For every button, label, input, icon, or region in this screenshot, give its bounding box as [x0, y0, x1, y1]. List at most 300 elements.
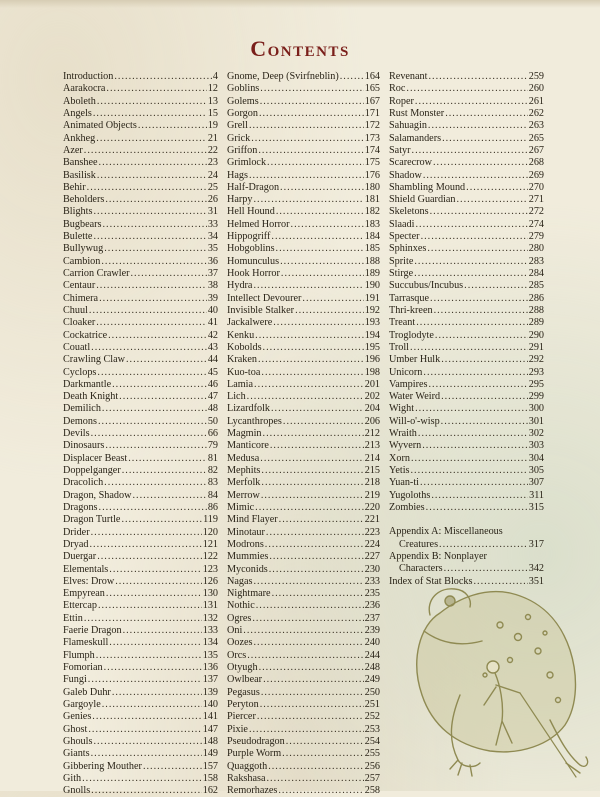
toc-entry[interactable] [227, 71, 380, 83]
toc-entry[interactable] [227, 502, 380, 514]
toc-entry[interactable] [389, 490, 544, 502]
toc-entry[interactable] [389, 317, 544, 329]
toc-entry-name: Salamanders [389, 132, 442, 144]
toc-entry-name: Intellect Devourer [227, 292, 302, 304]
dot-leader [260, 699, 364, 711]
toc-entry-name: Carrion Crawler [63, 268, 130, 279]
toc-entry-name: Index of Stat Blocks [389, 575, 473, 587]
toc-entry[interactable] [389, 465, 544, 477]
toc-entry[interactable] [389, 182, 544, 194]
toc-entry[interactable] [63, 182, 218, 194]
toc-entry[interactable] [389, 403, 544, 415]
toc-entry[interactable] [63, 637, 218, 649]
toc-entry-page: 288 [528, 304, 544, 316]
toc-entry-page: 167 [364, 95, 380, 107]
toc-entry[interactable] [63, 120, 218, 132]
toc-entry[interactable] [227, 613, 380, 625]
toc-entry-page: 262 [528, 107, 544, 119]
toc-entry[interactable] [63, 96, 218, 108]
dot-leader [260, 96, 364, 108]
toc-entry-page: 224 [364, 538, 380, 550]
toc-entry[interactable] [227, 748, 380, 760]
toc-entry-name: Peryton [227, 698, 259, 710]
toc-entry-page: 315 [528, 501, 544, 513]
dot-leader [412, 145, 528, 157]
toc-entry[interactable] [63, 170, 218, 182]
toc-entry-name: Cambion [63, 255, 101, 267]
toc-entry[interactable] [227, 194, 380, 206]
toc-entry-page: 279 [528, 231, 544, 243]
dot-leader [122, 465, 207, 477]
toc-entry-page: 271 [528, 194, 544, 206]
toc-entry[interactable] [227, 699, 380, 711]
dot-leader [434, 305, 528, 317]
toc-entry[interactable] [63, 231, 218, 243]
toc-entry-page: 171 [364, 107, 380, 119]
toc-entry-name: Roc [389, 83, 406, 95]
toc-entry[interactable] [389, 243, 544, 255]
toc-entry[interactable] [389, 83, 544, 95]
dot-leader [283, 416, 364, 428]
toc-entry[interactable] [63, 724, 218, 736]
toc-entry-name: Rust Monster [389, 107, 445, 119]
toc-entry-name: Flameskull [63, 637, 109, 649]
toc-entry[interactable] [227, 465, 380, 477]
dot-leader [406, 83, 527, 95]
toc-entry-name: Cloaker [63, 317, 96, 329]
dot-leader [278, 785, 363, 797]
dot-leader [431, 490, 528, 502]
dot-leader [421, 231, 528, 243]
dot-leader [270, 440, 364, 452]
toc-entry[interactable] [63, 206, 218, 218]
toc-entry-page: 182 [364, 206, 380, 218]
toc-entry-name: Wyvern [389, 440, 422, 452]
toc-entry-name: Umber Hulk [389, 354, 441, 366]
toc-entry-page: 12 [207, 83, 218, 95]
toc-entry[interactable] [63, 416, 218, 428]
toc-entry[interactable] [227, 736, 380, 748]
toc-entry[interactable] [63, 428, 218, 440]
dot-leader [255, 330, 364, 342]
toc-entry-name: Lich [227, 391, 246, 403]
appendix-entry[interactable] [389, 539, 544, 551]
toc-entry[interactable] [389, 108, 544, 120]
toc-entry[interactable] [227, 416, 380, 428]
toc-entry[interactable] [63, 477, 218, 489]
toc-entry[interactable] [63, 625, 218, 637]
toc-entry[interactable] [389, 502, 544, 514]
dot-leader [251, 133, 364, 145]
toc-entry[interactable] [227, 96, 380, 108]
toc-entry[interactable] [227, 514, 380, 526]
dot-leader [441, 416, 528, 428]
toc-entry[interactable] [227, 170, 380, 182]
toc-entry-name: Troll [389, 341, 410, 353]
toc-entry[interactable] [227, 674, 380, 686]
toc-entry[interactable] [227, 145, 380, 157]
toc-entry-page: 286 [528, 292, 544, 304]
toc-entry[interactable] [227, 650, 380, 662]
toc-entry[interactable] [63, 564, 218, 576]
dot-leader [138, 120, 207, 132]
toc-entry-page: 86 [207, 501, 218, 513]
dot-leader [263, 674, 364, 686]
toc-entry[interactable] [63, 662, 218, 674]
toc-entry[interactable] [227, 711, 380, 723]
toc-entry[interactable] [389, 256, 544, 268]
toc-entry-page: 31 [207, 206, 218, 218]
toc-entry[interactable] [227, 687, 380, 699]
toc-entry-page: 48 [207, 403, 218, 415]
dot-leader [96, 317, 207, 329]
toc-entry-page: 342 [528, 563, 544, 575]
toc-entry[interactable] [63, 379, 218, 391]
toc-entry[interactable] [63, 305, 218, 317]
toc-entry-page: 305 [528, 465, 544, 476]
toc-entry[interactable] [389, 342, 544, 354]
toc-entry[interactable] [63, 317, 218, 329]
toc-entry[interactable] [227, 367, 380, 379]
appendix-title[interactable]: Appendix B: Nonplayer [389, 550, 487, 562]
toc-entry-name: Kraken [227, 354, 257, 366]
toc-entry[interactable] [227, 354, 380, 366]
toc-entry-page: 280 [528, 243, 544, 255]
toc-entry-name: Helmed Horror [227, 218, 290, 230]
dot-leader [410, 342, 528, 354]
toc-entry[interactable] [227, 564, 380, 576]
toc-entry[interactable] [227, 724, 380, 736]
dot-leader [97, 96, 207, 108]
toc-entry[interactable] [63, 761, 218, 773]
dot-leader [263, 428, 364, 440]
toc-entry[interactable] [227, 551, 380, 563]
toc-entry[interactable] [227, 440, 380, 452]
toc-entry[interactable] [389, 416, 544, 428]
toc-entry[interactable] [389, 477, 544, 489]
toc-entry[interactable] [63, 465, 218, 477]
toc-entry[interactable] [63, 83, 218, 95]
toc-entry[interactable] [227, 600, 380, 612]
toc-entry[interactable] [389, 133, 544, 145]
toc-entry[interactable] [227, 108, 380, 120]
toc-entry[interactable] [227, 428, 380, 440]
dot-leader [87, 182, 207, 194]
toc-entry[interactable] [227, 625, 380, 637]
toc-entry[interactable] [63, 194, 218, 206]
dot-leader [99, 502, 207, 514]
toc-entry[interactable] [63, 551, 218, 563]
toc-entry-page: 21 [207, 132, 218, 144]
toc-entry[interactable] [63, 391, 218, 403]
toc-entry[interactable] [63, 748, 218, 760]
toc-entry[interactable] [389, 206, 544, 218]
toc-entry[interactable] [227, 268, 380, 280]
toc-entry-page: 219 [364, 489, 380, 501]
toc-entry-name: Gith [63, 772, 82, 784]
toc-entry[interactable] [227, 773, 380, 785]
dot-leader [126, 354, 207, 366]
toc-entry[interactable] [389, 305, 544, 317]
toc-entry-name: Darkmantle [63, 378, 112, 390]
toc-entry-name: Shield Guardian [389, 194, 456, 206]
toc-entry-page: 15 [207, 107, 218, 119]
toc-entry[interactable] [63, 280, 218, 292]
toc-entry-name: Harpy [227, 194, 253, 206]
toc-entry-page: 274 [528, 218, 544, 230]
dot-leader [112, 687, 202, 699]
toc-entry[interactable] [63, 219, 218, 231]
toc-entry[interactable] [63, 502, 218, 514]
toc-entry[interactable] [63, 268, 218, 280]
toc-entry[interactable] [227, 330, 380, 342]
toc-entry[interactable] [227, 157, 380, 169]
toc-entry[interactable] [63, 342, 218, 354]
toc-entry[interactable] [227, 342, 380, 354]
toc-entry[interactable] [63, 600, 218, 612]
toc-entry-page: 183 [364, 218, 380, 230]
toc-entry-name: Ghost [63, 723, 88, 735]
toc-entry[interactable] [227, 490, 380, 502]
toc-entry[interactable] [227, 243, 380, 255]
toc-entry[interactable] [389, 219, 544, 231]
toc-entry[interactable] [63, 71, 218, 83]
toc-entry[interactable] [227, 453, 380, 465]
toc-entry[interactable] [63, 613, 218, 625]
toc-entry[interactable] [389, 268, 544, 280]
toc-entry-name: Characters [399, 563, 443, 575]
appendix-title[interactable]: Appendix A: Miscellaneous [389, 526, 503, 538]
dot-leader [433, 157, 528, 169]
toc-entry[interactable] [63, 403, 218, 415]
toc-entry-name: Owlbear [227, 674, 263, 686]
toc-entry[interactable] [227, 477, 380, 489]
toc-entry[interactable] [227, 206, 380, 218]
toc-entry-name: Dragon Turtle [63, 514, 121, 526]
toc-entry-page: 227 [364, 551, 380, 563]
toc-entry-page: 265 [528, 132, 544, 144]
toc-entry-name: Chuul [63, 304, 88, 316]
toc-entry-name: Purple Worm [227, 748, 282, 760]
toc-entry[interactable] [227, 576, 380, 588]
dot-leader [415, 403, 528, 415]
dot-leader [130, 268, 206, 280]
toc-entry[interactable] [63, 588, 218, 600]
toc-entry-name: Banshee [63, 157, 98, 169]
toc-entry[interactable] [63, 453, 218, 465]
toc-entry[interactable] [227, 293, 380, 305]
toc-entry[interactable] [389, 428, 544, 440]
toc-entry-name: Slaadi [389, 218, 415, 230]
toc-entry[interactable] [63, 243, 218, 255]
toc-entry[interactable] [63, 711, 218, 723]
toc-entry[interactable] [63, 330, 218, 342]
toc-entry[interactable] [389, 194, 544, 206]
toc-entry-page: 289 [528, 317, 544, 329]
dot-leader [442, 133, 528, 145]
toc-entry-page: 201 [364, 378, 380, 390]
dot-leader [82, 773, 202, 785]
toc-entry-name: Bullywug [63, 243, 104, 255]
dot-leader [257, 711, 364, 723]
toc-entry-name: Chimera [63, 292, 99, 304]
dot-leader [249, 170, 364, 182]
toc-entry[interactable] [227, 317, 380, 329]
dot-leader [97, 551, 202, 563]
toc-entry[interactable] [63, 440, 218, 452]
toc-entry-name: Animated Objects [63, 120, 137, 132]
toc-entry[interactable] [227, 539, 380, 551]
dot-leader [266, 527, 364, 539]
toc-entry[interactable] [63, 256, 218, 268]
toc-entry[interactable] [63, 773, 218, 785]
toc-entry[interactable] [389, 453, 544, 465]
toc-entry-name: Stirge [389, 268, 414, 279]
dot-leader [99, 157, 207, 169]
toc-entry[interactable] [389, 145, 544, 157]
toc-entry[interactable] [227, 662, 380, 674]
toc-entry-name: Quaggoth [227, 760, 268, 772]
toc-entry[interactable] [227, 391, 380, 403]
toc-entry[interactable] [227, 219, 380, 231]
toc-entry[interactable] [227, 588, 380, 600]
toc-entry[interactable] [389, 367, 544, 379]
dot-leader [414, 256, 527, 268]
toc-entry-page: 267 [528, 144, 544, 156]
dot-leader [265, 539, 364, 551]
toc-entry-name: Doppelganger [63, 465, 121, 476]
toc-entry-name: Invisible Stalker [227, 304, 295, 316]
toc-entry-page: 252 [364, 711, 380, 723]
toc-entry[interactable] [389, 71, 544, 83]
dot-leader [439, 539, 528, 551]
toc-entry-name: Minotaur [227, 526, 265, 538]
toc-entry[interactable] [227, 379, 380, 391]
dot-leader [102, 699, 202, 711]
toc-entry[interactable] [227, 527, 380, 539]
dot-leader [279, 514, 364, 526]
toc-entry-page: 299 [528, 391, 544, 403]
toc-entry[interactable] [227, 637, 380, 649]
toc-entry[interactable] [63, 650, 218, 662]
dot-leader [445, 108, 528, 120]
toc-entry-name: Wraith [389, 428, 417, 440]
toc-entry-name: Merfolk [227, 477, 261, 489]
toc-entry[interactable] [63, 490, 218, 502]
toc-entry-page: 223 [364, 526, 380, 538]
toc-entry[interactable] [389, 280, 544, 292]
toc-entry-name: Ettin [63, 612, 83, 624]
toc-entry[interactable] [389, 231, 544, 243]
toc-entry[interactable] [63, 367, 218, 379]
toc-entry[interactable] [227, 133, 380, 145]
toc-entry[interactable] [63, 133, 218, 145]
toc-entry[interactable] [227, 120, 380, 132]
toc-entry[interactable] [63, 108, 218, 120]
toc-entry[interactable] [63, 293, 218, 305]
dot-leader [84, 145, 207, 157]
toc-entry[interactable] [63, 527, 218, 539]
dot-leader [108, 330, 207, 342]
toc-entry[interactable] [63, 145, 218, 157]
toc-entry-page: 148 [202, 735, 218, 747]
dot-leader [276, 206, 364, 218]
toc-entry-page: 119 [203, 514, 218, 526]
toc-entry[interactable] [227, 761, 380, 773]
toc-entry-page: 13 [207, 95, 218, 107]
dot-leader [273, 317, 363, 329]
toc-entry[interactable] [227, 231, 380, 243]
toc-entry[interactable] [389, 157, 544, 169]
dot-leader [441, 391, 528, 403]
page-title: Contents [250, 36, 350, 61]
dot-leader [258, 354, 364, 366]
toc-entry[interactable] [63, 514, 218, 526]
toc-entry-page: 120 [202, 526, 218, 538]
toc-entry[interactable] [227, 785, 380, 797]
toc-entry-page: 34 [207, 231, 218, 243]
toc-entry[interactable] [389, 96, 544, 108]
dot-leader [281, 268, 364, 280]
toc-entry[interactable] [389, 391, 544, 403]
dot-leader [96, 650, 202, 662]
toc-entry[interactable] [63, 699, 218, 711]
toc-entry-page: 291 [528, 341, 544, 353]
toc-entry-page: 214 [364, 452, 380, 464]
toc-entry-name: Aboleth [63, 95, 96, 107]
toc-entry-name: Rakshasa [227, 772, 266, 784]
toc-entry[interactable] [63, 539, 218, 551]
toc-entry-name: Yetis [389, 465, 410, 476]
dot-leader [340, 71, 364, 83]
toc-entry-name: Dryad [63, 538, 89, 550]
toc-entry[interactable] [389, 293, 544, 305]
toc-entry-name: Ghouls [63, 735, 93, 747]
toc-entry[interactable] [227, 280, 380, 292]
toc-entry-page: 191 [364, 292, 380, 304]
toc-entry[interactable] [227, 305, 380, 317]
toc-entry-name: Aarakocra [63, 83, 106, 95]
toc-entry-name: Magmin [227, 428, 262, 440]
toc-entry[interactable] [389, 170, 544, 182]
toc-entry[interactable] [63, 785, 218, 797]
toc-entry[interactable] [63, 736, 218, 748]
toc-entry[interactable] [63, 354, 218, 366]
dot-leader [441, 354, 528, 366]
toc-entry[interactable] [389, 379, 544, 391]
toc-entry[interactable] [389, 354, 544, 366]
toc-entry-page: 23 [207, 157, 218, 169]
toc-entry[interactable] [389, 440, 544, 452]
toc-entry[interactable] [389, 330, 544, 342]
toc-entry[interactable] [63, 687, 218, 699]
dot-leader [271, 231, 363, 243]
toc-entry-name: Angels [63, 107, 92, 119]
toc-entry-name: Medusa [227, 452, 260, 464]
toc-entry[interactable] [227, 83, 380, 95]
toc-entry[interactable] [227, 403, 380, 415]
toc-entry[interactable] [227, 256, 380, 268]
toc-entry[interactable] [63, 157, 218, 169]
toc-entry[interactable] [63, 674, 218, 686]
toc-entry-page: 26 [207, 194, 218, 206]
toc-entry-name: Dragons [63, 501, 98, 513]
toc-entry[interactable] [389, 120, 544, 132]
toc-entry[interactable] [63, 576, 218, 588]
toc-entry-page: 220 [364, 501, 380, 513]
toc-entry[interactable] [227, 182, 380, 194]
toc-entry-name: Hook Horror [227, 268, 280, 279]
